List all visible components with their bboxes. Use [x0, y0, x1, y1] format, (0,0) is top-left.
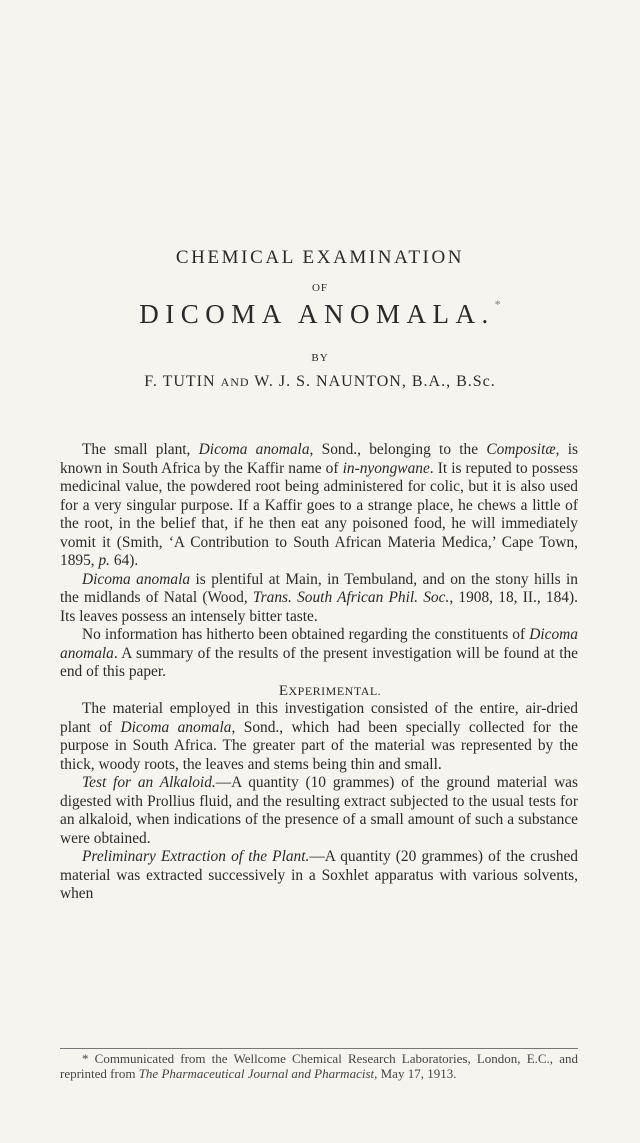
title-footnote-mark: * [494, 297, 501, 311]
author-1: F. TUTIN [144, 373, 216, 390]
article-body [60, 441, 578, 904]
author-2: W. J. S. NAUNTON, B.A., B.Sc. [254, 373, 496, 390]
author-and: AND [220, 375, 250, 389]
footnote-rule [60, 1048, 578, 1049]
footnote-text: * Communicated from the Wellcome Chemical Research Laboratories, London, E.C., and reprinted from The Pharmaceutical Journal and Pharmacist, May 17, 1913. [60, 1051, 578, 1081]
title-of: OF [311, 282, 329, 294]
title-main: DICOMA ANOMALA. [139, 299, 495, 329]
title-line-2 [0, 299, 640, 330]
byline-by: BY [311, 352, 329, 364]
title-line-1: CHEMICAL EXAMINATION [175, 247, 465, 268]
authors [0, 373, 640, 391]
paragraph-1: The small plant, Dicoma anomala, Sond., belonging to the Compositæ, is known in South Africa by the Kaffir name of in-nyongwane. It is reputed to possess medicinal value, the powdered root being administered for colic, but it is also used for a very singular purpose. If a Kaffir goes to a strange place, he chews a little of the root, in the belief that, if he then eat any poisoned food, he will immediately vomit it (Smith, ‘A Contribution to South African Materia Medica,’ Cape Town, 1895, p. 64). [60, 441, 578, 569]
paragraph-5: Test for an Alkaloid.—A quantity (10 grammes) of the ground material was digested with Prollius fluid, and the resulting extract subjected to the usual tests for an alkaloid, when indications of the presence of a small amount of such a substance were obtained. [60, 774, 579, 847]
section-heading-experimental: EXPERIMENTAL. [278, 682, 382, 699]
paragraph-3: No information has hitherto been obtained regarding the constituents of Dicoma anomala. A summary of the results of the present investigation will be found at the end of this paper. [60, 626, 578, 680]
paragraph-4: The material employed in this investigation consisted of the entire, air-dried plant of Dicoma anomala, Sond., which had been specially collected for the purpose in South Africa. The greater part of the material was represented by the thick, woody roots, the leaves and stems being thin and small. [60, 700, 578, 773]
footnote [60, 1051, 578, 1081]
paragraph-2: Dicoma anomala is plentiful at Main, in Tembuland, and on the stony hills in the midlands of Natal (Wood, Trans. South African Phil. Soc., 1908, 18, II., 184). Its leaves possess an intensely bitter taste. [60, 570, 578, 625]
paragraph-6: Preliminary Extraction of the Plant.—A quantity (20 grammes) of the crushed material was extracted successively in a Soxhlet apparatus with various solvents, when [60, 848, 578, 902]
